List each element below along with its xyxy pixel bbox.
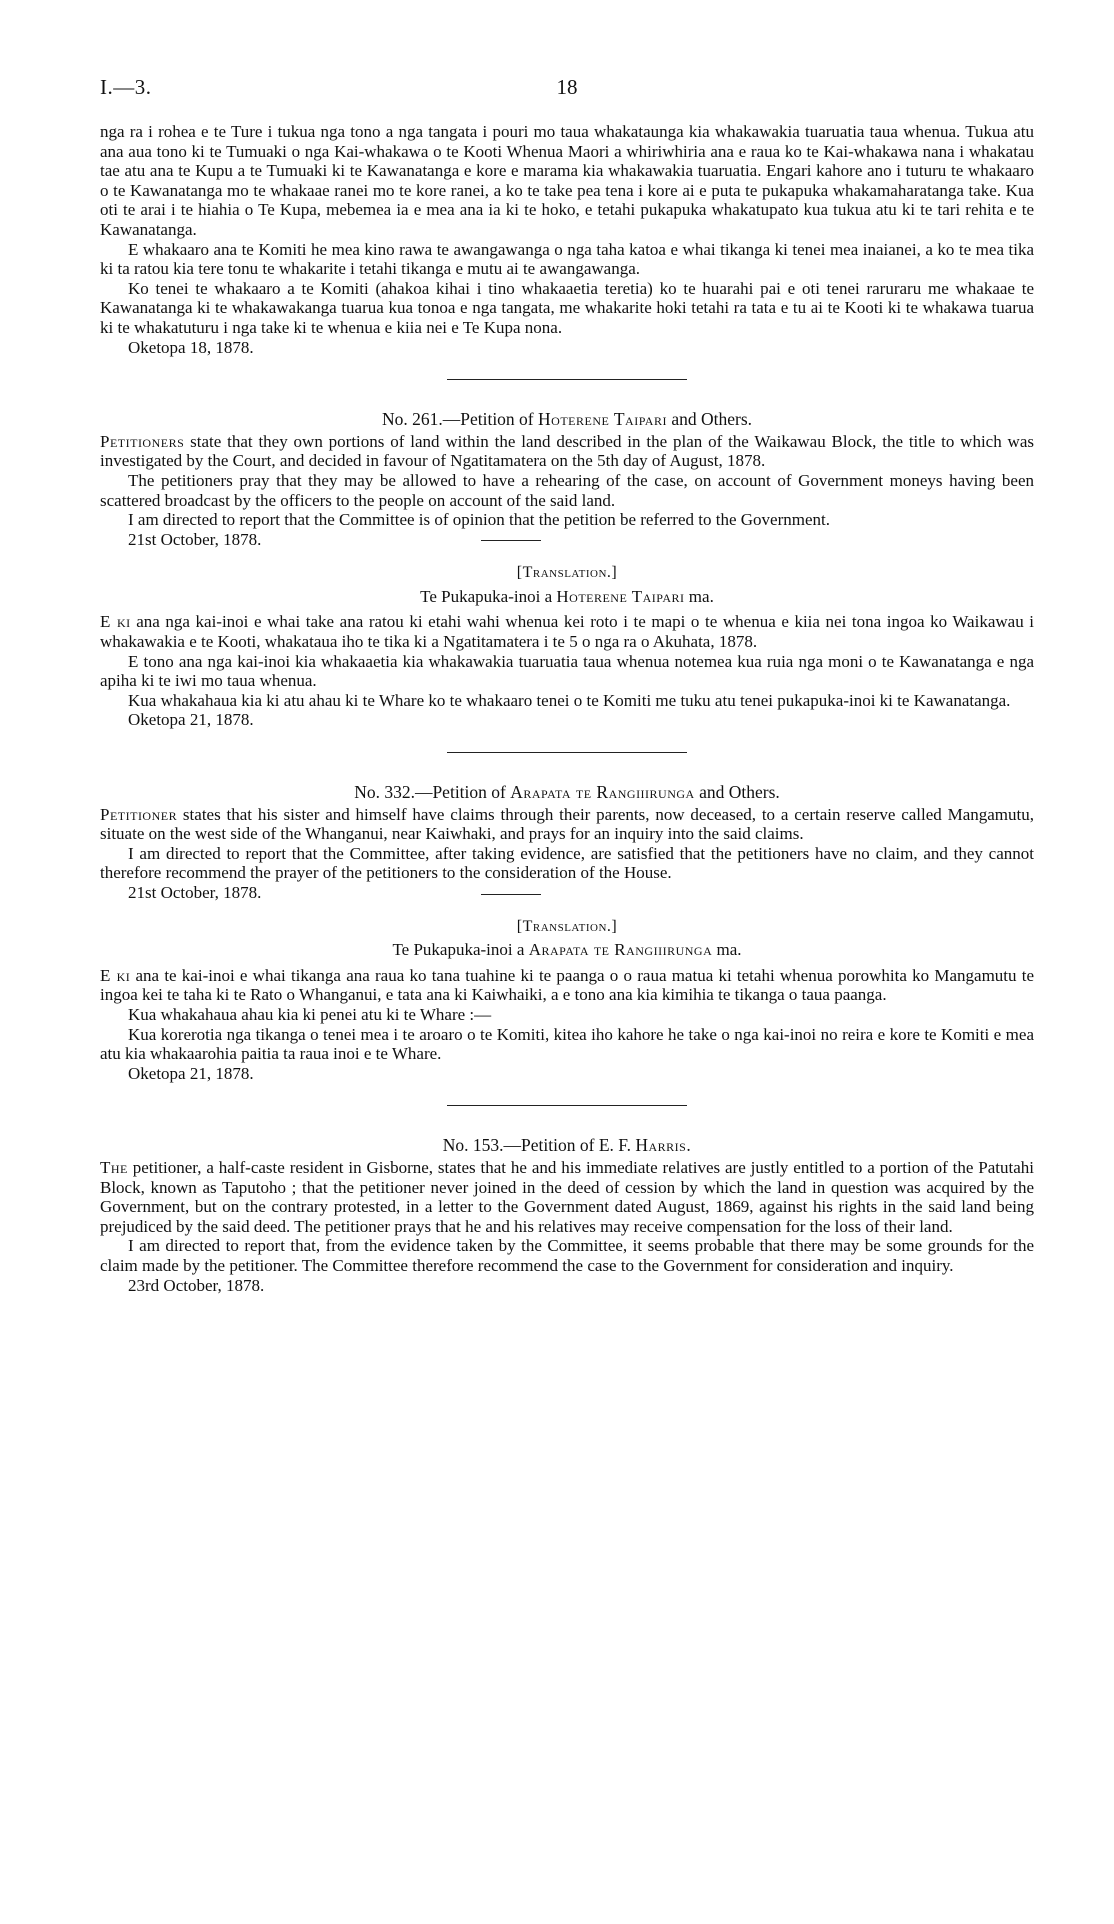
petitioner-initials: E. F.: [598, 1135, 631, 1156]
petition-261-translation-paragraph-2: E tono ana nga kai-inoi kia whakaaetia kia whakawakia tuaruatia taua whenua notemea kua ruia nga moni o te Kawanatanga e nga apiha ki te iwi mo taua whenua.: [100, 651, 1034, 691]
petition-153-date: 23rd October, 1878.: [128, 1275, 265, 1295]
petition-261-paragraph-1: [100, 432, 1034, 471]
title-prefix: Te Pukapuka-inoi a: [392, 940, 525, 960]
title-prefix: No. 153.—Petition of: [442, 1135, 595, 1156]
petitioner-name: Hoterene Taipari: [538, 409, 667, 430]
petition-332-paragraph-1: [100, 805, 1034, 844]
short-divider: [481, 540, 541, 541]
petitioner-name: Arapata te Rangiiirunga: [528, 940, 713, 960]
petition-261-date: [100, 530, 1034, 550]
lead-word: E ki: [100, 965, 131, 985]
petition-261-section: [100, 410, 1034, 730]
lead-word: The: [100, 1157, 128, 1177]
title-suffix: ma.: [688, 586, 714, 606]
paragraph-text: state that they own portions of land within the land described in the plan of the Waikawau Block, the title to which was investigated by the Court, and decided in favour of Ngatitamatera on the 5th day of August, 1878.: [100, 431, 1034, 471]
petitioner-name: Arapata te Rangiiirunga: [510, 782, 695, 803]
paragraph-text: petitioner, a half-caste resident in Gisborne, states that he and his immediate relatives are justly entitled to a portion of the Patutahi Block, known as Taputoho ; that the petitioner never joined in the deed of cession by which the land in question was acquired by the Government, but on the contrary protested, in a letter to the Government dated August, 1869, against his rights in the said land being prejudiced by the said deed. The petitioner prays that he and his relatives may receive compensation for the loss of their land.: [100, 1157, 1034, 1236]
title-prefix: Te Pukapuka-inoi a: [420, 586, 553, 606]
page-header: [100, 72, 1034, 112]
date-text: 21st October, 1878.: [128, 883, 262, 902]
lead-word: Petitioners: [100, 431, 185, 451]
document-reference: I.—3.: [100, 75, 152, 99]
petition-332-paragraph-2: I am directed to report that the Committee, after taking evidence, are satisfied that the petitioners have no claim, and they cannot therefore recommend the prayer of the petitioners to the consideration of the House.: [100, 843, 1034, 883]
petition-153-title: [100, 1136, 1034, 1156]
petitioner-name: Hoterene Taipari: [556, 586, 685, 606]
petition-261-translation-title: [100, 587, 1034, 607]
intro-paragraph-2: E whakaaro ana te Komiti he mea kino rawa te awangawanga o nga taha katoa e whai tikanga ki tenei mea inaianei, a ko te mea tika ki ta ratou kia tere tonu te whakarite i tetahi tikanga e mutu ai te awangawanga.: [100, 239, 1034, 279]
translation-label: [Translation.]: [516, 564, 618, 582]
title-suffix: and Others.: [699, 782, 780, 803]
petitioner-name: Harris.: [635, 1135, 692, 1156]
lead-word: Petitioner: [100, 804, 178, 824]
translation-label: [Translation.]: [516, 917, 618, 935]
title-prefix: No. 332.—Petition of: [354, 782, 506, 803]
petition-332-date: [100, 883, 1034, 903]
intro-section: [100, 122, 1034, 357]
petition-332-translation-paragraph-3: Kua korerotia nga tikanga o tenei mea i te aroaro o te Komiti, kitea iho kahore he take o nga kai-inoi no reira e kore te Komiti e mea atu kia whakaarohia paitia ta raua inoi e te Whare.: [100, 1024, 1034, 1064]
paragraph-text: ana te kai-inoi e whai tikanga ana raua ko tana tuahine ki te paanga o o raua matua ki tetahi whenua porowhita ko Mangamutu te ingoa kei te taha ki te Rato o Whanganui, e tata ana ki Kaiwhaiki, a e tono ana kia kimihia te tikanga o taua paanga.: [100, 965, 1035, 1005]
page-number: 18: [556, 75, 578, 99]
petition-332-translation-date: Oketopa 21, 1878.: [128, 1063, 254, 1083]
petition-332-translation-paragraph-2: Kua whakahaua ahau kia ki penei atu ki te Whare :—: [128, 1004, 492, 1024]
paragraph-text: ana nga kai-inoi e whai take ana ratou ki etahi wahi whenua kei roto i te mapi o te whenua e kiia nei tona ingoa ko Waikawau i whakawakia e te Kooti, whakatauа iho te tika ki a Ngatitamatera i te 5 o nga ra o Akuhata, 1878.: [100, 612, 1035, 652]
petition-261-title: [100, 410, 1034, 430]
title-suffix: and Others.: [671, 409, 753, 430]
section-divider: [447, 1105, 687, 1106]
petition-261-paragraph-2: The petitioners pray that they may be allowed to have a rehearing of the case, on account of Government moneys having been scattered broadcast by the officers to the people on account of the said land.: [100, 470, 1034, 510]
short-divider: [481, 894, 541, 895]
petition-153-paragraph-2: I am directed to report that, from the evidence taken by the Committee, it seems probable that there may be some grounds for the claim made by the petitioner. The Committee therefore recommend the case to the Government for consideration and inquiry.: [100, 1236, 1034, 1275]
lead-word: E ki: [100, 612, 131, 632]
section-divider: [447, 752, 687, 753]
petition-153-paragraph-1: [100, 1158, 1034, 1236]
date-text: 21st October, 1878.: [128, 529, 262, 549]
petition-261-paragraph-3: I am directed to report that the Committee is of opinion that the petition be referred to the Government.: [128, 510, 830, 530]
petition-261-translation-paragraph-3: Kua whakahaua kia ki atu ahau ki te Whare ko te whakaaro tenei o te Komiti me tuku atu tenei pukapuka-inoi ki te Kawanatanga.: [128, 690, 1011, 710]
petition-332-translation-paragraph-1: [100, 966, 1034, 1005]
paragraph-text: states that his sister and himself have claims through their parents, now deceased, to a certain reserve called Mangamutu, situate on the west side of the Whanganui, near Kaiwhaki, and prays for an inquiry into the said claims.: [100, 804, 1034, 844]
petition-153-section: [100, 1136, 1034, 1295]
intro-paragraph-3: Ko tenei te whakaaro a te Komiti (ahakoa kihai i tino whakaaetia teretia) ko te huarahi pai e oti tenei raruraru me whakaae te Kawanatanga ki te whakawakanga tuarua kua tonoa e nga tangata, me whakarite hoki tetahi ra tata e tu ai te Kooti ki te whakawa tuarua ki te whakatuturu i nga take ki te whenua e kiia nei e Te Kupa nona.: [100, 278, 1034, 337]
petition-261-translation-date: Oketopa 21, 1878.: [128, 710, 254, 730]
petition-261-translation-paragraph-1: [100, 612, 1034, 651]
title-suffix: ma.: [716, 940, 742, 960]
intro-paragraph-1: nga ra i rohea e te Ture i tukua nga tono a nga tangata i pouri mo taua whakataunga kia whakawakia tuaruatia taua whenua. Tukua atu ana aua tono ki te Tumuaki o nga Kai-whakawa o te Kooti Whenua Maori a whiriwhiria ana e raua ko te Kai-whakawa nana i whakatau tae atu ana te Kupu a te Tumuaki ki te Kawanatanga e kore e marama kia whakawakia tuaruatia. Engari kahore ano i tuturu te whakaaro o te Kawanatanga mo te whakaae ranei mo te kore ranei, a ko te take pea tena i kore ai e puta te pukapuka whakamaharatanga take. Kua oti te arai i te hiahia o Te Kupa, mebemea ia e mea ana ia ki te hoko, e tetahi pukapuka whakatupato kua tukua atu ki te tari rehita e te Kawanatanga.: [100, 122, 1034, 239]
petition-332-section: [100, 783, 1034, 1083]
intro-date: Oketopa 18, 1878.: [128, 337, 254, 357]
petition-332-translation-title: [100, 940, 1034, 960]
title-prefix: No. 261.—Petition of: [381, 409, 534, 430]
section-divider: [447, 379, 687, 380]
petition-332-title: [100, 783, 1034, 803]
